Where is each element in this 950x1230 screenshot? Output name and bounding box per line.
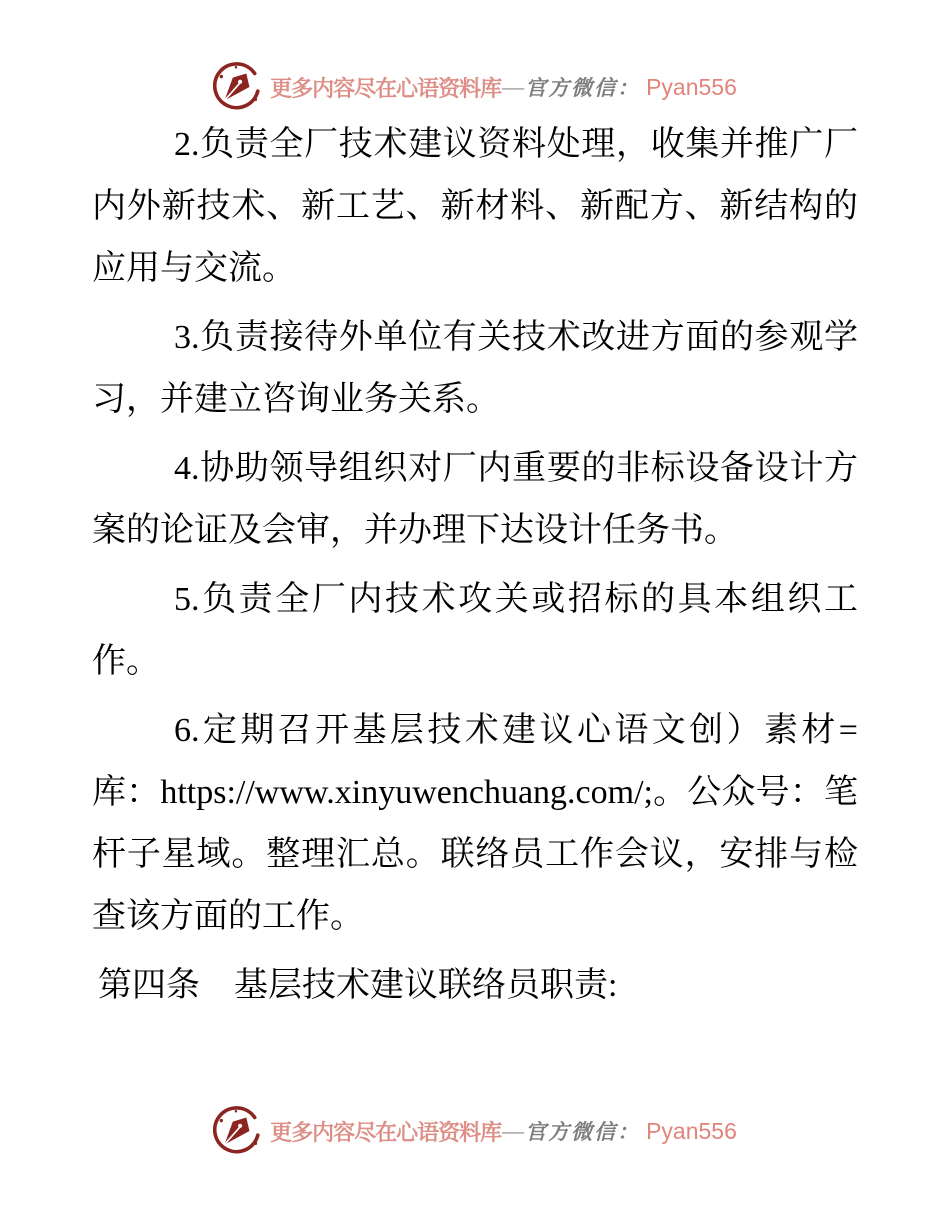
watermark-wechat-id: Pyan556: [646, 73, 737, 100]
paragraph-item-4: 4.协助领导组织对厂内重要的非标设备设计方案的论证及会审，并办理下达设计任务书。: [92, 450, 858, 549]
watermark-brand-text: 更多内容尽在心语资料库: [270, 75, 502, 101]
paragraph-item-2: 2.负责全厂技术建议资料处理，收集并推广厂内外新技术、新工艺、新材料、新配方、新结构的应用与交流。: [92, 126, 858, 287]
header-watermark: [0, 62, 950, 112]
document-body: [92, 114, 858, 1017]
footer-watermark: [0, 1106, 950, 1156]
watermark-dash: —: [502, 74, 525, 99]
watermark-dash: —: [502, 1118, 525, 1143]
pen-nib-logo-icon: [213, 62, 263, 112]
paragraph-item-3: 3.负责接待外单位有关技术改进方面的参观学习，并建立咨询业务关系。: [92, 319, 858, 418]
watermark-wechat-id: Pyan556: [646, 1117, 737, 1144]
paragraph-item-6: 6.定期召开基层技术建议心语文创）素材=库：https://www.xinyuwenchuang.com/;。公众号：笔杆子星域。整理汇总。联络员工作会议，安排与检查该方面的工作。: [92, 712, 858, 935]
clause-heading-article-4: 第四条 基层技术建议联络员职责:: [98, 967, 618, 1004]
watermark-brand-text: 更多内容尽在心语资料库: [270, 1119, 502, 1145]
pen-nib-logo-icon: [213, 1106, 263, 1156]
paragraph-item-5: 5.负责全厂内技术攻关或招标的具本组织工作。: [92, 581, 858, 680]
watermark-wechat-label: 官方微信：: [525, 1120, 641, 1144]
watermark-wechat-label: 官方微信：: [525, 76, 641, 100]
